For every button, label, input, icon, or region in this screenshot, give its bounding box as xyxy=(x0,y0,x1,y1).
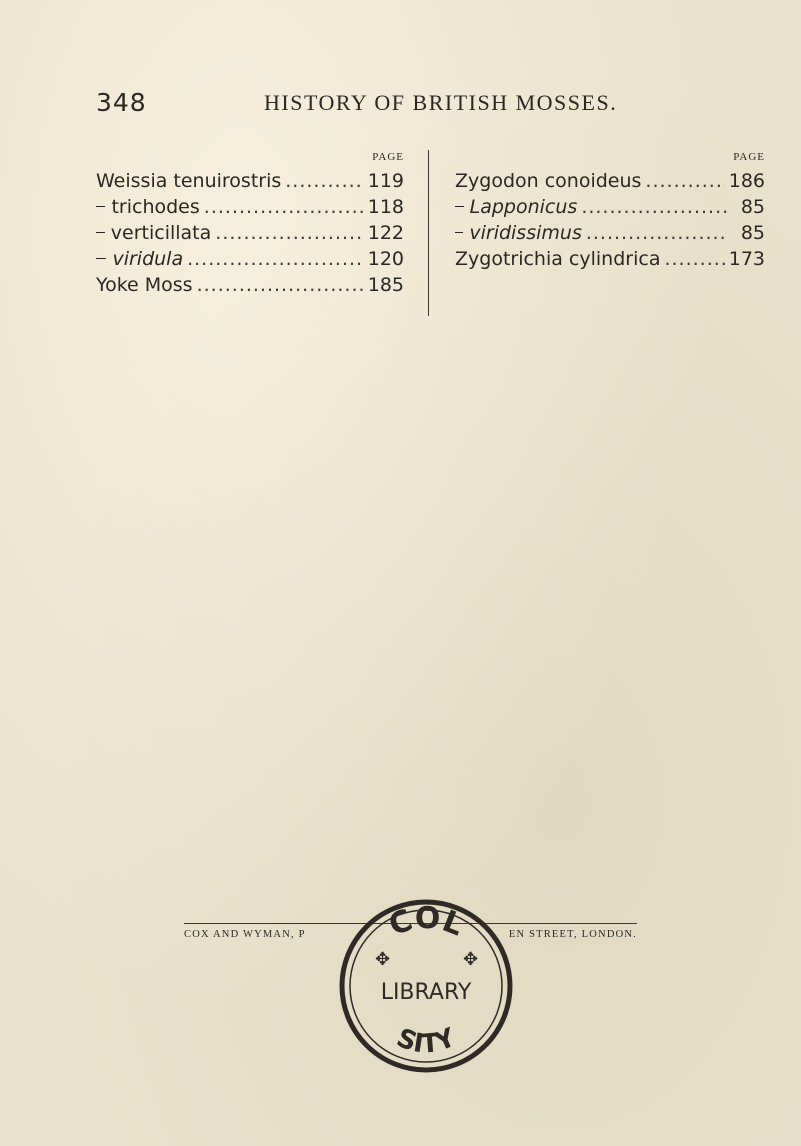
entry-page-number: 120 xyxy=(367,248,404,270)
index-column-left xyxy=(96,146,404,298)
index-entry xyxy=(96,220,404,246)
imprint-left-text: COX AND WYMAN, P xyxy=(184,929,306,940)
ditto-dash xyxy=(96,258,106,259)
dot-leader xyxy=(187,246,364,272)
entry-page-number: 185 xyxy=(367,274,404,296)
index-entry xyxy=(455,194,765,220)
index-entry xyxy=(455,220,765,246)
entry-page-number: 118 xyxy=(367,196,404,218)
stamp-left-ornament-icon: ✥ xyxy=(375,949,391,970)
stamp-center-text: LIBRARY xyxy=(380,980,472,1005)
entry-page-number: 173 xyxy=(728,248,765,270)
index-column-right xyxy=(455,146,765,272)
entry-name: viridula xyxy=(112,248,184,270)
dot-leader xyxy=(285,168,363,194)
entry-page-number: 85 xyxy=(740,196,765,218)
dot-leader xyxy=(197,272,364,298)
entry-name: verticillata xyxy=(110,222,212,244)
ditto-dash xyxy=(96,232,105,233)
page-column-heading: PAGE xyxy=(372,151,404,163)
entry-name: Zygotrichia cylindrica xyxy=(455,248,661,270)
imprint-right-text: EN STREET, LONDON. xyxy=(508,929,637,940)
entry-name: viridissimus xyxy=(469,222,582,244)
entry-page-number: 186 xyxy=(728,170,765,192)
entry-name: trichodes xyxy=(111,196,200,218)
ditto-dash xyxy=(96,206,105,207)
column-divider xyxy=(428,150,429,316)
index-entry xyxy=(455,246,765,272)
index-entry xyxy=(96,272,404,298)
stamp-top-text: COL xyxy=(384,900,469,944)
entry-page-number: 119 xyxy=(367,170,404,192)
index-entry xyxy=(96,246,404,272)
ditto-dash xyxy=(455,206,464,207)
index-entry-list xyxy=(96,168,404,298)
entry-name: Yoke Moss xyxy=(96,274,193,296)
stamp-bottom-text: SITY xyxy=(392,1022,460,1060)
library-stamp xyxy=(335,895,517,1077)
dot-leader xyxy=(586,220,727,246)
dot-leader xyxy=(645,168,724,194)
ditto-dash xyxy=(455,232,463,233)
entry-page-number: 85 xyxy=(740,222,765,244)
entry-name: Weissia tenuirostris xyxy=(96,170,282,192)
running-head: HISTORY OF BRITISH MOSSES. xyxy=(264,90,618,115)
entry-name: Lapponicus xyxy=(469,196,578,218)
page-header xyxy=(96,88,746,128)
dot-leader xyxy=(664,246,724,272)
dot-leader xyxy=(215,220,363,246)
stamp-right-ornament-icon: ✥ xyxy=(463,949,479,970)
entry-name: Zygodon conoideus xyxy=(455,170,642,192)
index-entry-list xyxy=(455,168,765,272)
page-number: 348 xyxy=(96,88,147,117)
index-entry xyxy=(96,168,404,194)
index-entry xyxy=(96,194,404,220)
index-entry xyxy=(455,168,765,194)
dot-leader xyxy=(581,194,727,220)
page-column-heading: PAGE xyxy=(733,151,765,163)
dot-leader xyxy=(204,194,364,220)
entry-page-number: 122 xyxy=(367,222,404,244)
